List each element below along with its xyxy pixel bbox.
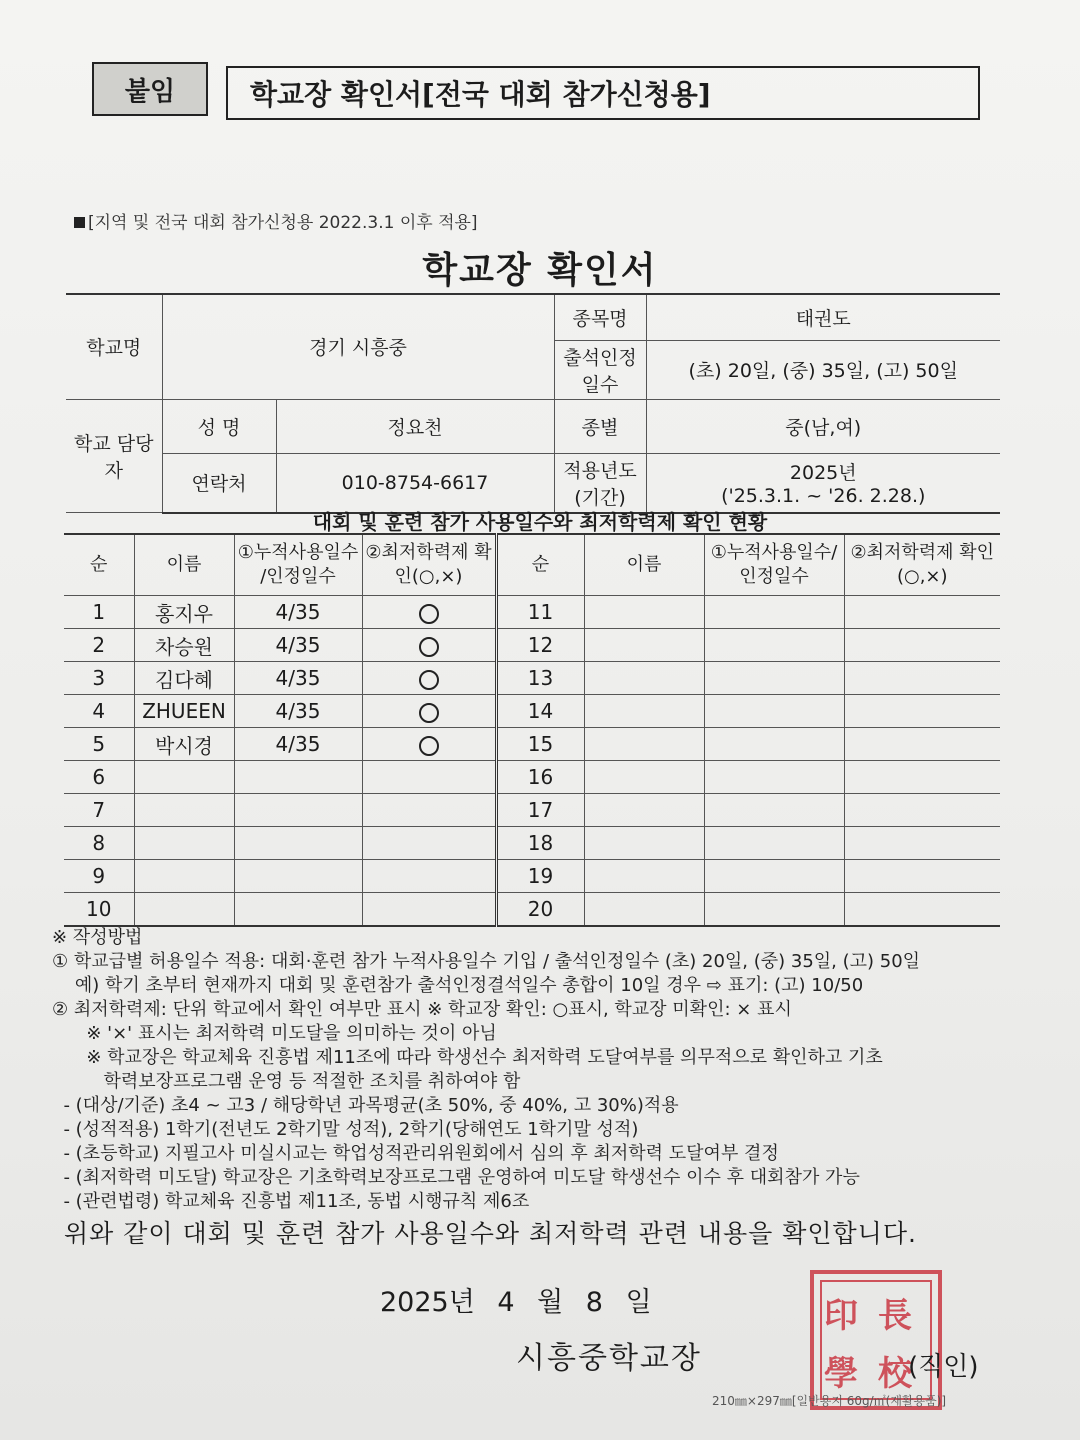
guide-line: - (최저학력 미도달) 학교장은 기초학력보장프로그램 운영하여 미도달 학생선수 이수 후 대회참가 가능: [52, 1167, 860, 1188]
guide-line: ※ 작성방법: [52, 927, 143, 948]
guide-line: - (성적적용) 1학기(전년도 2학기말 성적), 2학기(당해연도 1학기말 성적): [52, 1119, 639, 1140]
applicability-note: [74, 208, 478, 233]
attend-label: 출석인정 일수: [554, 340, 646, 399]
student-name: [584, 629, 704, 662]
row-no: 15: [496, 728, 584, 761]
header-min-right: ②최저학력제 확인(○,×): [844, 534, 1000, 596]
guide-line: ※ 학교장은 학교체육 진흥법 제11조에 따라 학생선수 최저학력 도달여부를 의무적으로 확인하고 기초: [52, 1047, 883, 1068]
row-no: 13: [496, 662, 584, 695]
student-name: [584, 695, 704, 728]
student-name: [584, 662, 704, 695]
year-value: 2025년: [789, 462, 857, 484]
student-name: [134, 827, 234, 860]
student-name: [134, 893, 234, 927]
sport-value: 태권도: [646, 294, 1000, 340]
min-achievement-check: [844, 827, 1000, 860]
days-used: [704, 794, 844, 827]
seal-label: (직인): [908, 1352, 979, 1382]
row-no: 19: [496, 860, 584, 893]
circle-mark-icon: [419, 637, 439, 657]
student-name: [584, 827, 704, 860]
name-label: 성 명: [162, 399, 276, 453]
table-row: [64, 761, 1000, 794]
days-used: [234, 761, 362, 794]
min-achievement-check: [844, 728, 1000, 761]
row-no: 8: [64, 827, 134, 860]
info-table: [66, 293, 1000, 514]
days-used: 4/35: [234, 629, 362, 662]
square-bullet-icon: [74, 217, 85, 228]
circle-mark-icon: [419, 604, 439, 624]
days-used: [704, 629, 844, 662]
min-achievement-check: [362, 860, 496, 893]
row-no: 14: [496, 695, 584, 728]
document-title: 학교장 확인서: [422, 250, 658, 291]
min-achievement-check: [362, 827, 496, 860]
min-achievement-check: [362, 893, 496, 927]
guide-line: - (관련법령) 학교체육 진흥법 제11조, 동법 시행규칙 제6조: [52, 1191, 530, 1212]
year-label: 적용년도 (기간): [554, 453, 646, 513]
table-row: [64, 662, 1000, 695]
min-achievement-check: [362, 761, 496, 794]
guide-line: ② 최저학력제: 단위 학교에서 확인 여부만 표시 ※ 학교장 확인: ○표시, 학교장 미확인: × 표시: [52, 999, 792, 1020]
min-achievement-check: [362, 629, 496, 662]
phone-label: 연락처: [162, 453, 276, 513]
row-no: 2: [64, 629, 134, 662]
student-name: [584, 893, 704, 927]
circle-mark-icon: [419, 736, 439, 756]
min-achievement-check: [362, 662, 496, 695]
guide-line: - (대상/기준) 초4 ~ 고3 / 해당학년 과목평균(초 50%, 중 40%, 고 30%)적용: [52, 1095, 679, 1116]
header-name-left: 이름: [134, 534, 234, 596]
days-used: [234, 893, 362, 927]
guide-line: 학력보장프로그램 운영 등 적절한 조치를 취하여야 함: [52, 1071, 521, 1092]
min-achievement-check: [844, 761, 1000, 794]
attachment-tag: 붙임: [92, 62, 208, 116]
days-used: [704, 596, 844, 629]
guide-line: ※ '×' 표시는 최저학력 미도달을 의미하는 것이 아님: [52, 1023, 497, 1044]
row-no: 5: [64, 728, 134, 761]
row-no: 18: [496, 827, 584, 860]
header-no-right: 순: [496, 534, 584, 596]
row-no: 9: [64, 860, 134, 893]
days-used: 4/35: [234, 596, 362, 629]
row-no: 6: [64, 761, 134, 794]
days-used: [704, 728, 844, 761]
row-no: 1: [64, 596, 134, 629]
circle-mark-icon: [419, 670, 439, 690]
row-no: 20: [496, 893, 584, 927]
guide-line: - (초등학교) 지필고사 미실시교는 학업성적관리위원회에서 심의 후 최저학력 도달여부 결정: [52, 1143, 779, 1164]
days-used: [704, 893, 844, 927]
min-achievement-check: [362, 728, 496, 761]
min-achievement-check: [844, 596, 1000, 629]
category-label: 종별: [554, 399, 646, 453]
days-used: 4/35: [234, 662, 362, 695]
school-label: 학교명: [66, 294, 162, 399]
header-min-left: ②최저학력제 확인(○,×): [362, 534, 496, 596]
section-title: 대회 및 훈련 참가 사용일수와 최저학력제 확인 현황: [312, 510, 768, 534]
min-achievement-check: [844, 629, 1000, 662]
days-used: [704, 827, 844, 860]
student-name: [584, 794, 704, 827]
student-name: [134, 761, 234, 794]
student-name: [134, 794, 234, 827]
paper-spec: 210㎜×297㎜[일반용지 60g/㎡(재활용품)]: [712, 1394, 947, 1408]
table-row: [64, 596, 1000, 629]
period-value: ('25.3.1. ~ '26. 2.28.): [721, 485, 926, 507]
days-used: [234, 860, 362, 893]
days-used: [704, 662, 844, 695]
guide-line: 예) 학기 초부터 현재까지 대회 및 훈련참가 출석인정결석일수 총합이 10일 경우 ⇨ 표기: (고) 10/50: [52, 975, 864, 996]
header-title: 학교장 확인서[전국 대회 참가신청용]: [226, 66, 980, 120]
student-name: [584, 596, 704, 629]
row-no: 16: [496, 761, 584, 794]
table-row: [64, 827, 1000, 860]
contact-person-label: 학교 담당자: [66, 399, 162, 513]
min-achievement-check: [844, 893, 1000, 927]
row-no: 17: [496, 794, 584, 827]
student-name: 홍지우: [134, 596, 234, 629]
student-name: [584, 761, 704, 794]
official-seal-stamp: 印 長 學 校: [810, 1270, 942, 1410]
student-name: [584, 860, 704, 893]
min-achievement-check: [362, 695, 496, 728]
student-name: [134, 860, 234, 893]
table-row: [64, 893, 1000, 927]
header-no-left: 순: [64, 534, 134, 596]
sport-label: 종목명: [554, 294, 646, 340]
days-used: [234, 827, 362, 860]
student-name: 차승원: [134, 629, 234, 662]
roster-table: [64, 533, 1000, 927]
student-name: ZHUEEN: [134, 695, 234, 728]
table-row: [64, 860, 1000, 893]
phone-value: 010-8754-6617: [276, 453, 554, 513]
school-value: 경기 시흥중: [162, 294, 554, 399]
row-no: 4: [64, 695, 134, 728]
header-name-right: 이름: [584, 534, 704, 596]
min-achievement-check: [844, 860, 1000, 893]
year-cell: [646, 453, 1000, 513]
student-name: 박시경: [134, 728, 234, 761]
student-name: 김다혜: [134, 662, 234, 695]
row-no: 11: [496, 596, 584, 629]
guide-line: ① 학교급별 허용일수 적용: 대회·훈련 참가 누적사용일수 기입 / 출석인정일수 (초) 20일, (중) 35일, (고) 50일: [52, 951, 921, 972]
student-name: [584, 728, 704, 761]
min-achievement-check: [362, 596, 496, 629]
days-used: [234, 794, 362, 827]
attend-value: (초) 20일, (중) 35일, (고) 50일: [646, 340, 1000, 399]
min-achievement-check: [844, 695, 1000, 728]
row-no: 12: [496, 629, 584, 662]
min-achievement-check: [844, 662, 1000, 695]
days-used: [704, 761, 844, 794]
signer-title: 시흥중학교장: [516, 1341, 702, 1376]
days-used: 4/35: [234, 728, 362, 761]
min-achievement-check: [844, 794, 1000, 827]
days-used: 4/35: [234, 695, 362, 728]
name-value: 정요천: [276, 399, 554, 453]
table-row: [64, 695, 1000, 728]
row-no: 3: [64, 662, 134, 695]
row-no: 10: [64, 893, 134, 927]
header-days-left: ①누적사용일수 /인정일수: [234, 534, 362, 596]
row-no: 7: [64, 794, 134, 827]
table-row: [64, 728, 1000, 761]
signing-date: 2025년 4 월 8 일: [380, 1287, 652, 1318]
table-row: [64, 629, 1000, 662]
writing-guide: [52, 926, 1012, 1214]
days-used: [704, 695, 844, 728]
applicability-note-text: [지역 및 전국 대회 참가신청용 2022.3.1 이후 적용]: [88, 213, 478, 233]
table-row: [64, 794, 1000, 827]
header-days-right: ①누적사용일수/ 인정일수: [704, 534, 844, 596]
confirmation-statement: 위와 같이 대회 및 훈련 참가 사용일수와 최저학력 관련 내용을 확인합니다.: [64, 1219, 917, 1248]
circle-mark-icon: [419, 703, 439, 723]
min-achievement-check: [362, 794, 496, 827]
days-used: [704, 860, 844, 893]
category-value: 중(남,여): [646, 399, 1000, 453]
